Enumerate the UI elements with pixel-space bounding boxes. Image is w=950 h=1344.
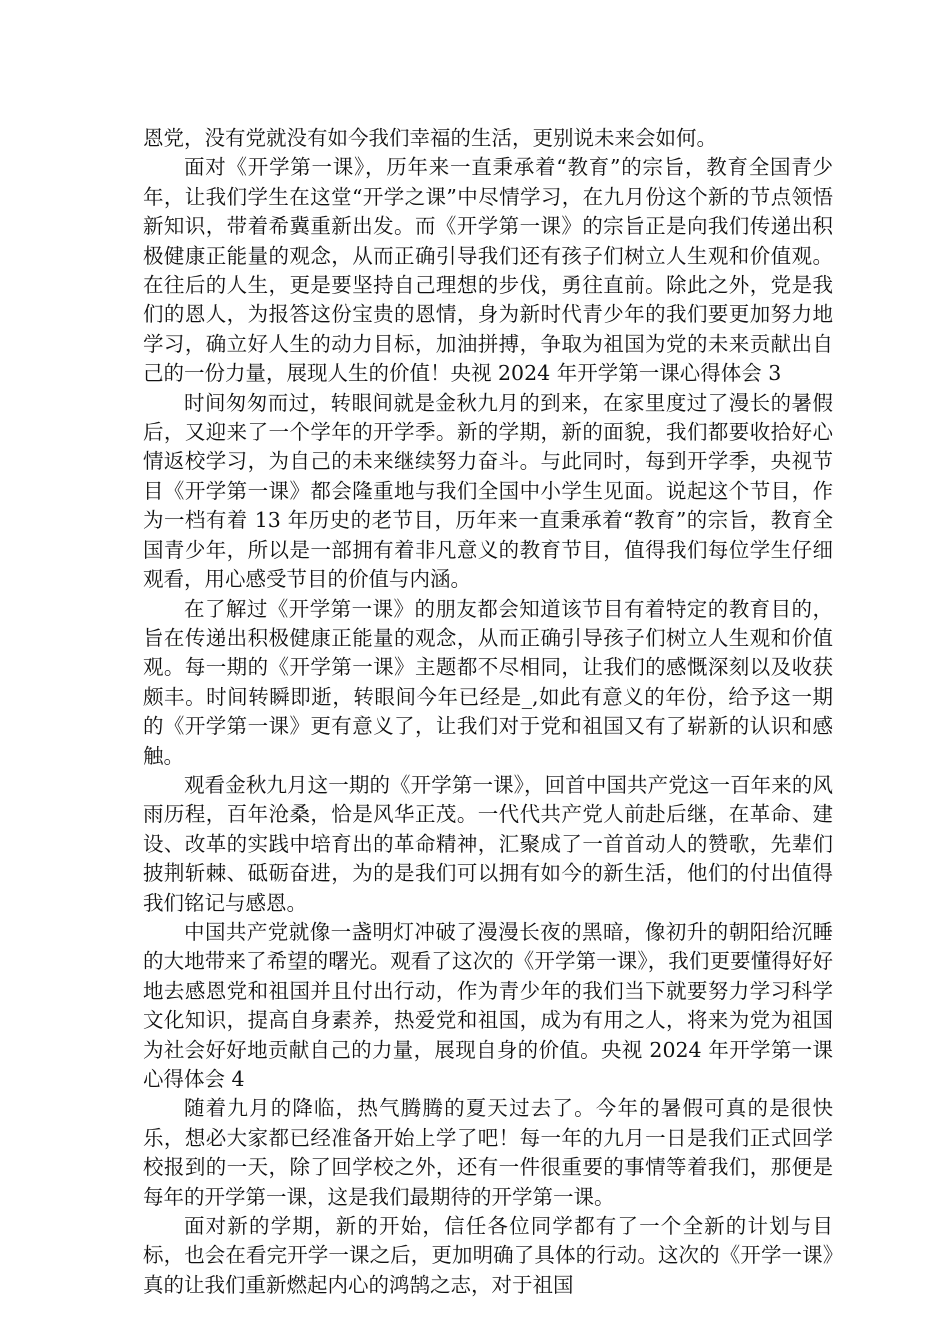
paragraph: 恩党，没有党就没有如今我们幸福的生活，更别说未来会如何。 (143, 126, 717, 150)
paragraph: 时间匆匆而过，转眼间就是金秋九月的到来，在家里度过了漫长的暑假后，又迎来了一个学年的开学季。新的学期，新的面貌，我们都要收拾好心情返校学习，为自己的未来继续努力奋斗。与此同时，每到开学季，央视节目《开学第一课》都会隆重地与我们全国中小学生见面。说起这个节目，作为一档有着 13 年历史的老节目，历年来一直秉承着“教育”的宗旨，教育全国青少年，所以是一部拥有着非凡意义的教育节目，值得我们每位学生仔细观看，用心感受节目的价值与内涵。 (143, 390, 833, 592)
paragraph: 观看金秋九月这一期的《开学第一课》，回首中国共产党这一百年来的风雨历程，百年沧桑，恰是风华正茂。一代代共产党人前赴后继，在革命、建设、改革的实践中培育出的革命精神，汇聚成了一首首动人的赞歌，先辈们披荆斩棘、砥砺奋进，为的是我们可以拥有如今的新生活，他们的付出值得我们铭记与感恩。 (143, 772, 833, 915)
paragraph: 中国共产党就像一盏明灯冲破了漫漫长夜的黑暗，像初升的朝阳给沉睡的大地带来了希望的曙光。观看了这次的《开学第一课》，我们更要懂得好好地去感恩党和祖国并且付出行动，作为青少年的我们当下就要努力学习科学文化知识，提高自身素养，热爱党和祖国，成为有用之人，将来为党为祖国为社会好好地贡献自己的力量，展现自身的价值。央视 2024 年开学第一课心得体会 4 (143, 919, 833, 1091)
paragraph: 随着九月的降临，热气腾腾的夏天过去了。今年的暑假可真的是很快乐，想必大家都已经准备开始上学了吧！每一年的九月一日是我们正式回学校报到的一天，除了回学校之外，还有一件很重要的事情等着我们，那便是每年的开学第一课，这是我们最期待的开学第一课。 (143, 1096, 833, 1209)
paragraph: 在了解过《开学第一课》的朋友都会知道该节目有着特定的教育目的，旨在传递出积极健康正能量的观念，从而正确引导孩子们树立人生观和价值观。每一期的《开学第一课》主题都不尽相同，让我们的感慨深刻以及收获颇丰。时间转瞬即逝，转眼间今年已经是_,如此有意义的年份，给予这一期的《开学第一课》更有意义了，让我们对于党和祖国又有了崭新的认识和感触。 (143, 596, 833, 768)
document-body (143, 124, 833, 1300)
paragraph: 面对新的学期，新的开始，信任各位同学都有了一个全新的计划与目标，也会在看完开学一课之后，更加明确了具体的行动。这次的《开学一课》真的让我们重新燃起内心的鸿鹄之志，对于祖国 (143, 1214, 833, 1297)
paragraph: 面对《开学第一课》，历年来一直秉承着“教育”的宗旨，教育全国青少年，让我们学生在这堂“开学之课”中尽情学习，在九月份这个新的节点领悟新知识，带着希冀重新出发。而《开学第一课》的宗旨正是向我们传递出积极健康正能量的观念，从而正确引导我们还有孩子们树立人生观和价值观。在往后的人生，更是要坚持自己理想的步伐，勇往直前。除此之外，党是我们的恩人，为报答这份宝贵的恩情，身为新时代青少年的我们要更加努力地学习，确立好人生的动力目标，加油拼搏，争取为祖国为党的未来贡献出自己的一份力量，展现人生的价值！央视 2024 年开学第一课心得体会 3 (143, 155, 833, 386)
